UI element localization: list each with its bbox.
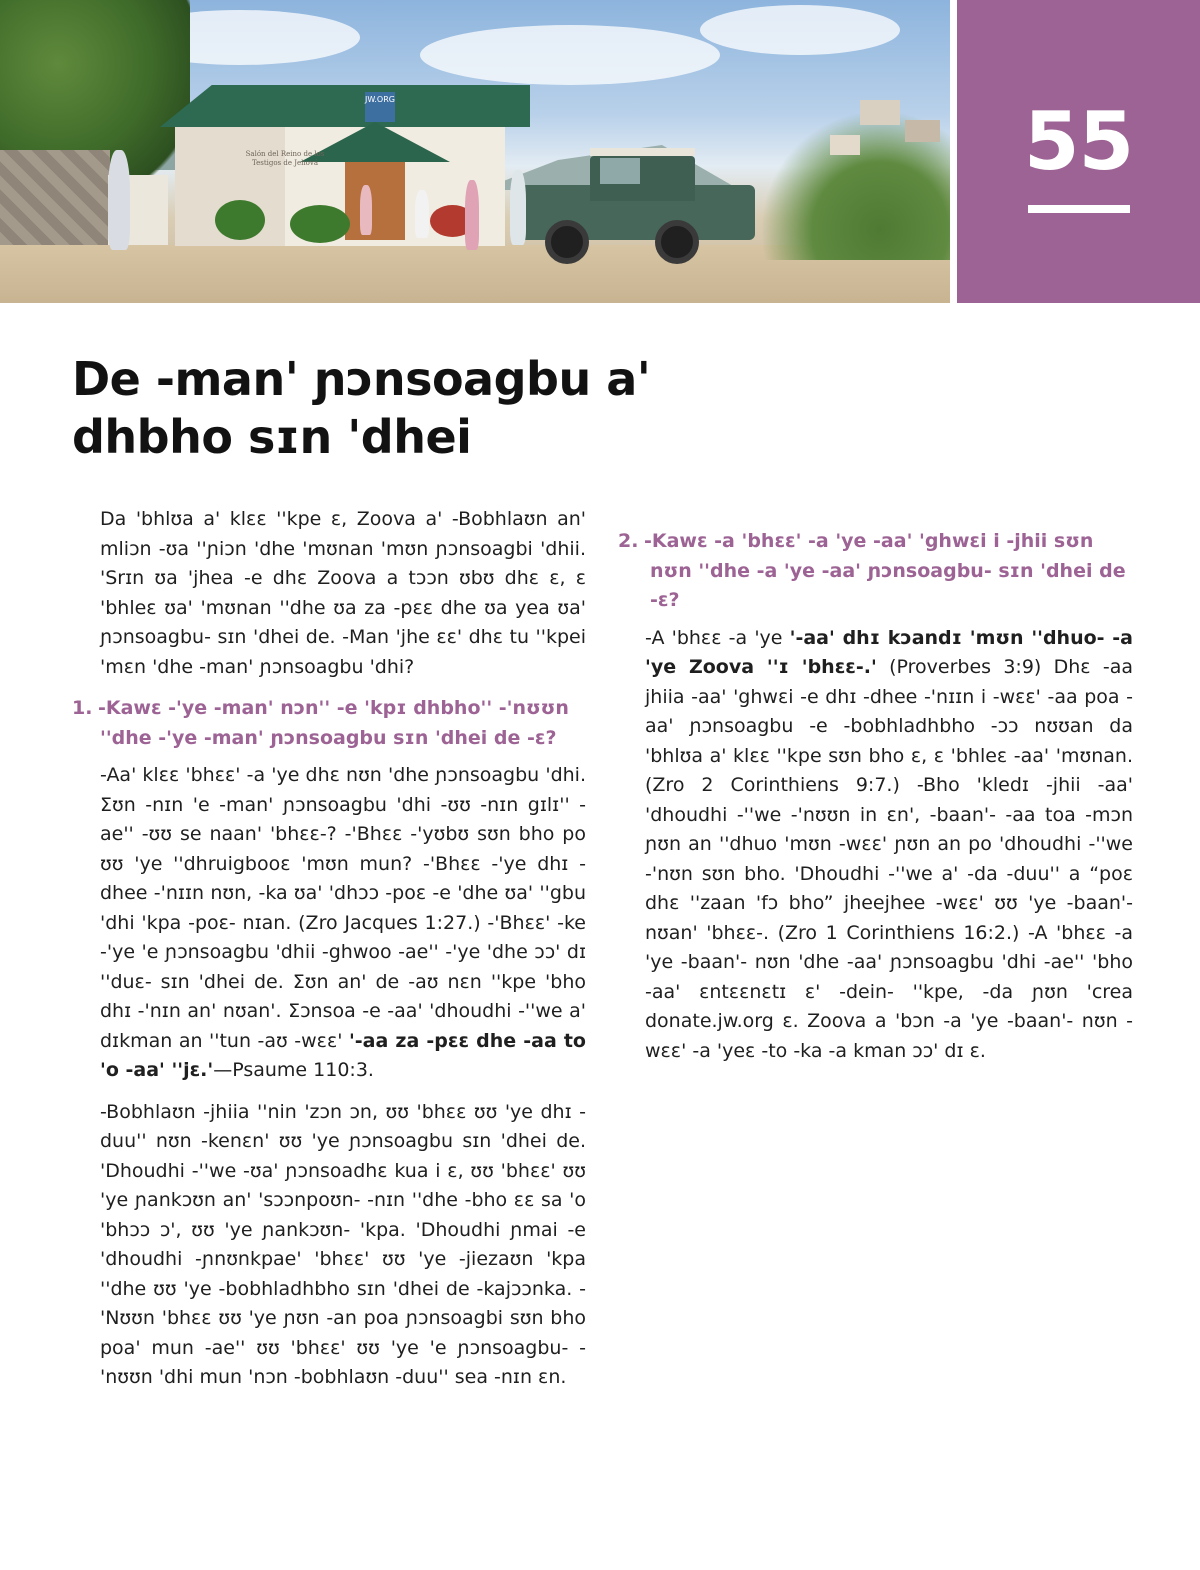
stone-wall [0, 150, 110, 260]
section-2-question: -Kawɛ -a 'bhɛɛ' -a 'ye -aa' 'ghwɛi i -jhii sʊn nʊn ''dhe -a 'ye -aa' ɲɔnsoagbu- sɪn 'dhei de -ɛ? [644, 530, 1126, 611]
person [465, 180, 479, 250]
truck-window [600, 158, 640, 184]
section-2-paragraph-rest: (Proverbes 3:9) Dhɛ -aa jhiia -aa' 'ghwɛi -e dhɪ -dhee -'nɪɪn i -wɛɛ' -aa poa -aa' ɲɔnsoagbu -e -bobhladhbho -ɔɔ nʊʊan da 'bhlʊa a' klɛɛ ''kpe sʊn bho ɛ, ɛ 'bhleɛ -aa' 'mʊnan. (Zro 2 Corinthiens 9:7.) -Bho 'kledɪ -jhii -aa' 'dhoudhi -''we -'nʊʊn in ɛn', -baan'- -aa toa -mɔn ɲʊn an ''dhuo 'mʊn -wɛɛ' ɲʊn an po 'dhoudhi -''we -'nʊn sʊn bho. 'Dhoudhi -''we a' -da -duu'' a “poɛ dhɛ ''zaan 'fɔ bho” jheejhee -wɛɛ' ʊʊ 'ye -baan'- nʊan' 'bhɛɛ-. (Zro 1 Corinthiens 16:2.) -A 'bhɛɛ -a 'ye -baan'- nʊn 'dhe -aa' ɲɔnsoagbu 'dhi -ae'' 'bho -aa' ɛntɛɛnɛtɪ ɛ' -dein- ''kpe, -da ɲʊn 'crea donate.jw.org ɛ. Zoova a 'bɔn -a 'ye -baan'- nʊn -wɛɛ' -a 'yeɛ -to -ka -a kman ɔɔ' dɪ ɛ. [645, 656, 1133, 1062]
hero-illustration [0, 0, 950, 303]
house [905, 120, 940, 142]
person [510, 170, 526, 245]
jw-logo-sign: JW.ORG [365, 92, 395, 122]
section-1-paragraph-1-text: -Aa' klɛɛ 'bhɛɛ' -a 'ye dhɛ nʊn 'dhe ɲɔnsoagbu 'dhi. Ʃʊn -nɪn 'e -man' ɲɔnsoagbu 'dhi -ʊʊ -nɪn gɪlɪ'' -ae'' -ʊʊ se naan' 'bhɛɛ-? -'Bhɛɛ -'yʊbʊ sʊn bho po ʊʊ 'ye ''dhruigbooɛ 'mʊn mun? -'Bhɛɛ -'ye dhɪ -dhee -'nɪɪn nʊn, -ka ʊa' 'dhɔɔ -poɛ -e 'dhe ʊa' ''gbu 'dhi 'kpa -poɛ- nɪan. (Zro Jacques 1:27.) -'Bhɛɛ' -ke -'ye 'e ɲɔnsoagbu 'dhii -ghwoo -ae'' -'ye 'dhe ɔɔ' dɪ ''duɛ- sɪn 'dhei de. Ʃʊn an' de -aʊ nɛn ''kpe 'bho dhɪ -'nɪn an' nʊan'. Ʃɔnsoa -e -aa' 'dhoudhi -''we a' dɪkman an ''tun -aʊ -wɛɛ' [100, 764, 586, 1052]
section-2-paragraph-start: -A 'bhɛɛ -a 'ye [645, 626, 783, 649]
lesson-title: De -man' ɲɔnsoagbu a' dhbho sɪn 'dhei [72, 352, 651, 464]
house [830, 135, 860, 155]
person [360, 185, 372, 235]
scripture-quote: '-aa' dhɪ kɔandɪ 'mʊn ''dhuo- -a 'ye Zoova ''ɪ 'bhɛɛ-.' [645, 626, 1134, 678]
bush [290, 205, 350, 243]
section-1-heading [72, 694, 586, 753]
house [860, 100, 900, 125]
section-1-question: -Kawɛ -'ye -man' nɔn'' -e 'kpɪ dhbho'' -'nʊʊn ''dhe -'ye -man' ɲɔnsoagbu sɪn 'dhei de -ɛ? [98, 697, 569, 749]
left-column [72, 505, 586, 1570]
lesson-number-tab [957, 0, 1200, 303]
lesson-number-underline [1028, 205, 1130, 213]
cloud [420, 25, 720, 85]
cloud [700, 5, 900, 55]
section-1-number: 1. [72, 697, 93, 719]
person [415, 190, 429, 238]
right-column [618, 505, 1134, 1078]
section-1-paragraph-2: -Bobhlaʊn -jhiia ''nin 'zɔn ɔn, ʊʊ 'bhɛɛ ʊʊ 'ye dhɪ -duu'' nʊn -kenɛn' ʊʊ 'ye ɲɔnsoagbu sɪn 'dhei de. 'Dhoudhi -''we -ʊa' ɲɔnsoadhɛ kua i ɛ, ʊʊ 'bhɛɛ' ʊʊ 'ye ɲankɔʊn an' 'sɔɔnpoʊn- -nɪn ''dhe -bho ɛɛ sa 'o 'bhɔɔ ɔ', ʊʊ 'ye ɲankɔʊn- 'kpa. 'Dhoudhi ɲmai -e 'dhoudhi -ɲnʊnkpae' 'bhɛɛ' ʊʊ 'ye -jiezaʊn 'kpa ''dhe ʊʊ 'ye -bobhladhbho sɪn 'dhei de -kajɔɔnka. -'Nʊʊn 'bhɛɛ ʊʊ 'ye ɲʊn -an poa ɲɔnsoagbi sʊn bho poa' mun -ae'' ʊʊ 'bhɛɛ' ʊʊ 'ye 'e ɲɔnsoagbu- -'nʊʊn 'dhi mun 'nɔn -bobhlaʊn -duu'' sea -nɪn ɛn. [100, 1100, 586, 1388]
intro-paragraph: Da 'bhlʊa a' klɛɛ ''kpe ɛ, Zoova a' -Bobhlaʊn an' mliɔn -ʊa ''ɲiɔn 'dhe 'mʊnan 'mʊn ɲɔnsoagbi 'dhii. 'Srɪn ʊa 'jhea -e dhɛ Zoova a tɔɔn ʊbʊ dhɛ ɛ, ɛ 'bhleɛ ʊa' 'mʊnan ''dhe ʊa za -pɛɛ dhe ʊa yea ʊa' ɲɔnsoagbu- sɪn 'dhei de. -Man 'jhe ɛɛ' dhɛ tu ''kpei 'mɛn 'dhe -man' ɲɔnsoagbu 'dhi? [100, 508, 586, 678]
truck-wheel [545, 220, 589, 264]
bush [215, 200, 265, 240]
section-2-paragraph [645, 624, 1133, 1067]
section-2-number: 2. [618, 530, 639, 552]
hall-sign-text: Salón del Reino de los Testigos de Jehová [245, 150, 325, 167]
lesson-number: 55 [1023, 95, 1134, 188]
truck-roof [590, 148, 695, 156]
truck-wheel [655, 220, 699, 264]
scripture-reference: —Psaume 110:3. [213, 1059, 374, 1081]
person [108, 150, 130, 250]
section-2-heading [618, 527, 1133, 616]
kingdom-hall-roof [160, 85, 530, 127]
section-1-paragraph-1 [100, 761, 586, 1086]
scripture-quote: '-aa za -pɛɛ dhe -aa to 'o -aa' ''jɛ.' [100, 1029, 586, 1081]
hall-entrance [345, 162, 405, 240]
